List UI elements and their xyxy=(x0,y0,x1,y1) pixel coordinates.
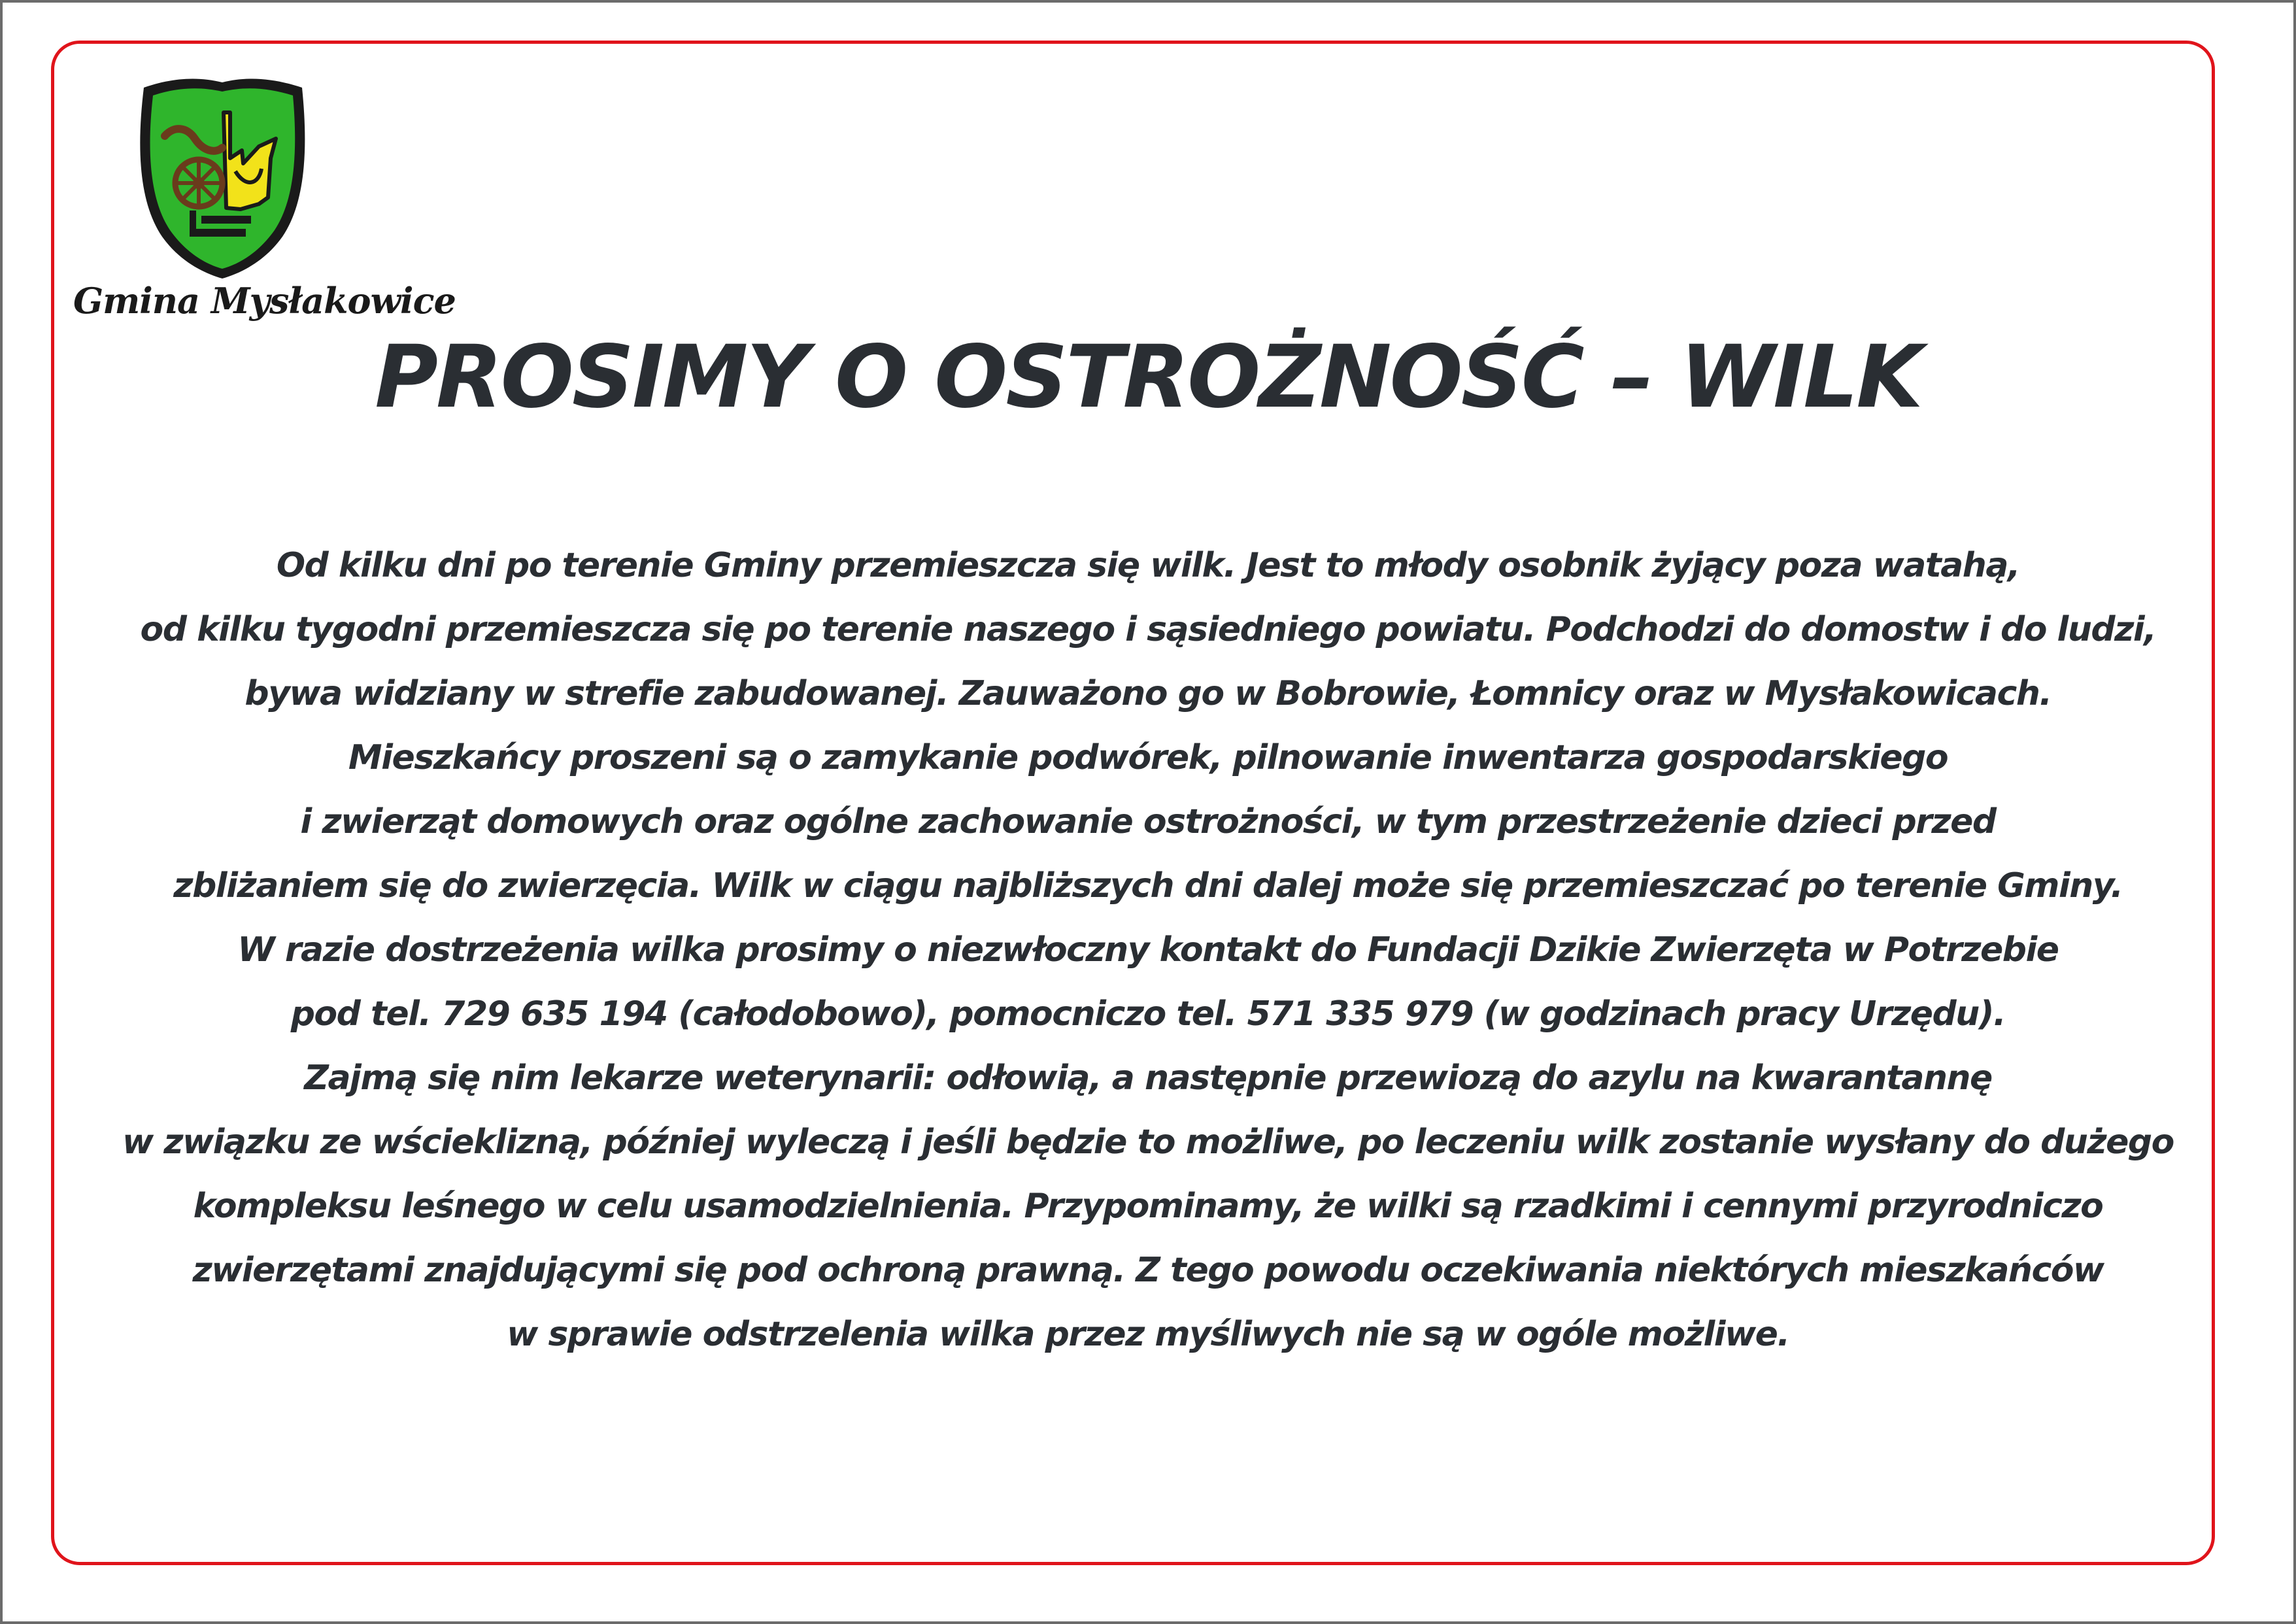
body-line: zwierzętami znajdującymi się pod ochroną prawną. Z tego powodu oczekiwania niektórych mieszkańców xyxy=(192,1251,2104,1290)
body-line: w sprawie odstrzelenia wilka przez myśliwych nie są w ogóle możliwe. xyxy=(507,1315,1789,1354)
body-line: pod tel. 729 635 194 (całodobowo), pomocniczo tel. 571 335 979 (w godzinach pracy Urzędu). xyxy=(290,994,2006,1034)
notice-body xyxy=(0,533,2296,1366)
body-line: w związku ze wścieklizną, później wyleczą i jeśli będzie to możliwe, po leczeniu wilk zostanie wysłany do dużego xyxy=(122,1123,2174,1162)
body-line: i zwierząt domowych oraz ogólne zachowanie ostrożności, w tym przestrzeżenie dzieci przed xyxy=(300,802,1996,841)
body-line: Mieszkańcy proszeni są o zamykanie podwórek, pilnowanie inwentarza gospodarskiego xyxy=(348,738,1948,777)
body-line: Zajmą się nim lekarze weterynarii: odłowią, a następnie przewiozą do azylu na kwarantannę xyxy=(304,1058,1992,1098)
body-line: od kilku tygodni przemieszcza się po terenie naszego i sąsiedniego powiatu. Podchodzi do domostw i do ludzi, xyxy=(140,610,2156,649)
notice-title: PROSIMY O OSTROŻNOŚĆ – WILK xyxy=(375,327,1921,428)
body-line: Od kilku dni po terenie Gminy przemieszcza się wilk. Jest to młody osobnik żyjący poza watahą, xyxy=(276,546,2020,585)
body-line: W razie dostrzeżenia wilka prosimy o niezwłoczny kontakt do Fundacji Dzikie Zwierzęta w Potrzebie xyxy=(237,930,2059,970)
body-line: zbliżaniem się do zwierzęcia. Wilk w ciągu najbliższych dni dalej może się przemieszczać po terenie Gminy. xyxy=(173,866,2123,905)
body-line: kompleksu leśnego w celu usamodzielnienia. Przypominamy, że wilki są rzadkimi i cennymi przyrodniczo xyxy=(193,1187,2103,1226)
logo-caption: Gmina Mysłakowice xyxy=(73,280,456,322)
gmina-crest-logo xyxy=(131,73,314,282)
body-line: bywa widziany w strefie zabudowanej. Zauważono go w Bobrowie, Łomnicy oraz w Mysłakowicach. xyxy=(245,674,2051,713)
